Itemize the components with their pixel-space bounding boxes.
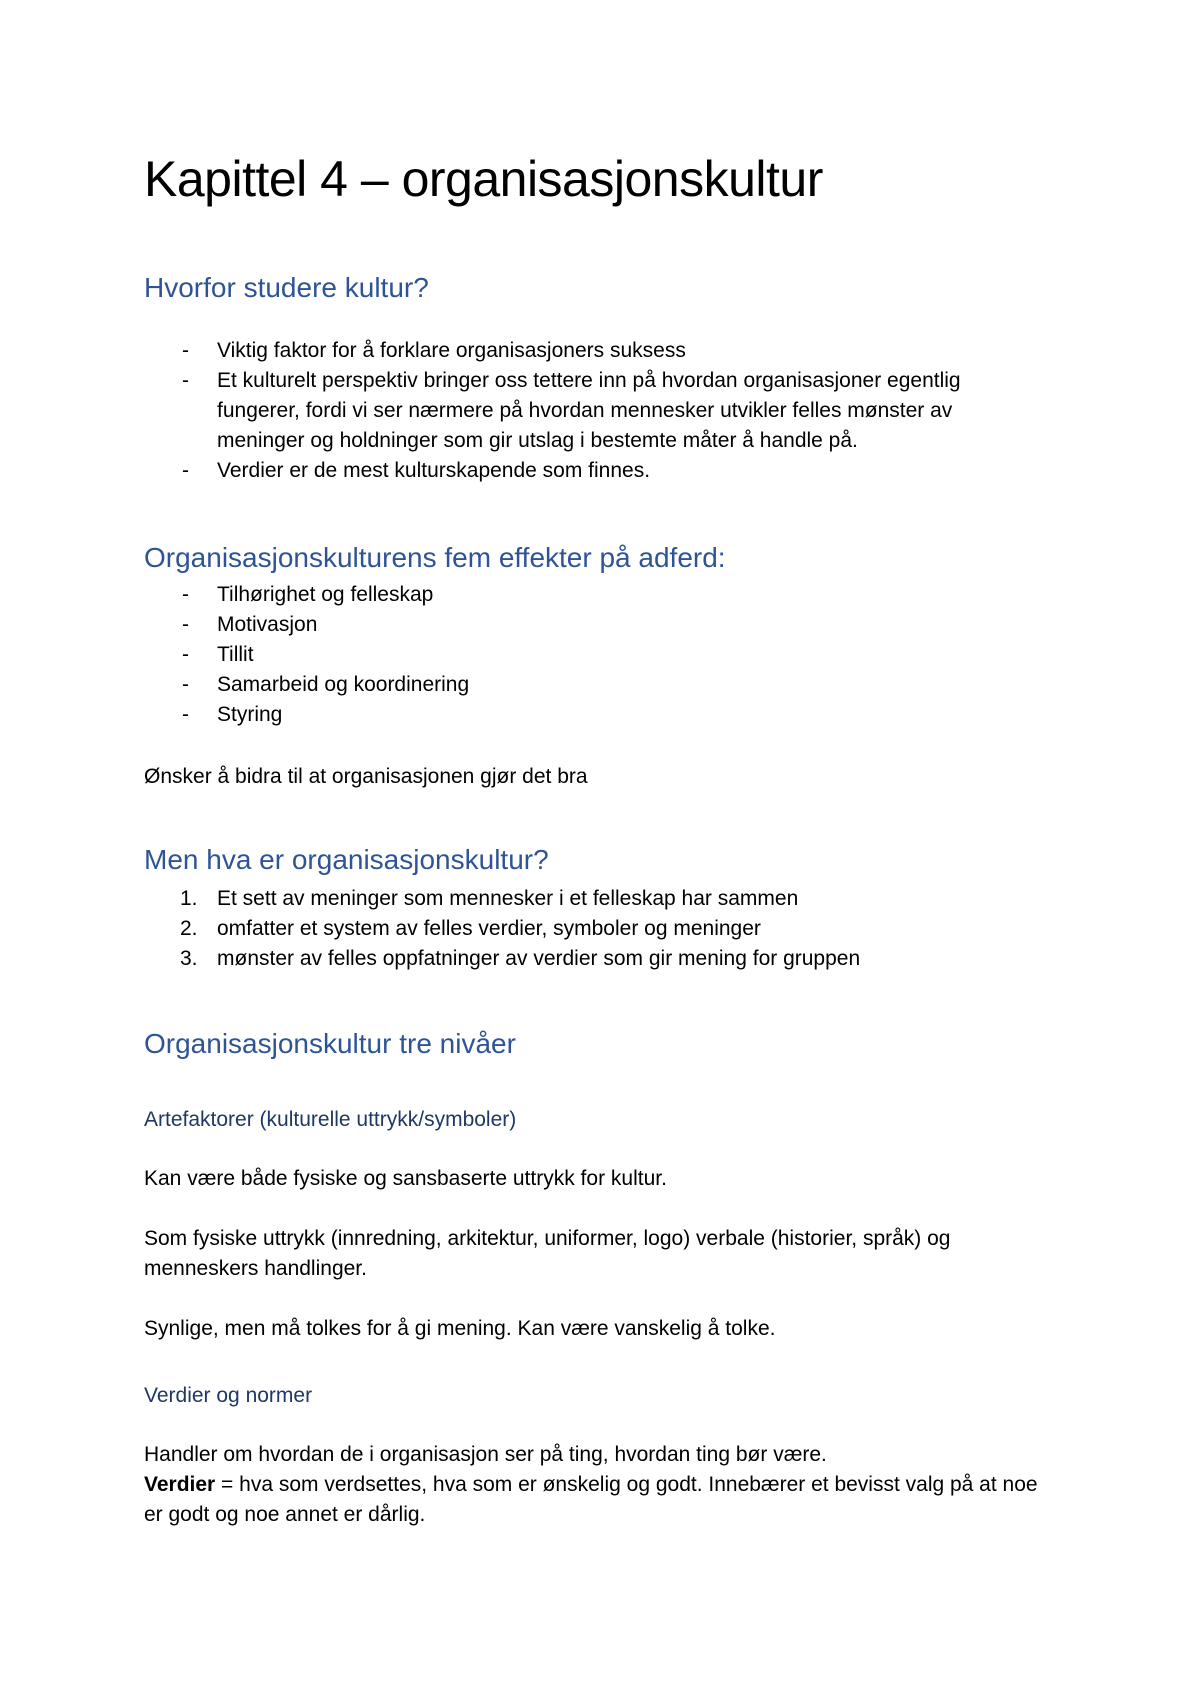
heading-what: Men hva er organisasjonskultur? [144,844,549,875]
subheading-values: Verdier og normer [144,1384,313,1407]
list-item: - Samarbeid og koordinering [182,673,470,696]
page-title: Kapittel 4 – organisasjonskultur [144,151,823,207]
artifacts-paragraph-2: Som fysiske uttrykk (innredning, arkitektur, uniformer, logo) verbale (historier, språk) og menneskers handlinger. [144,1227,951,1280]
why-list [144,336,1044,486]
heading-effects: Organisasjonskulturens fem effekter på adferd: [144,542,726,573]
subheading-artifacts: Artefaktorer (kulturelle uttrykk/symboler) [144,1108,517,1131]
artifacts-paragraph-3: Synlige, men må tolkes for å gi mening. Kan være vanskelig å tolke. [144,1317,776,1340]
list-item: - Motivasjon [182,613,318,636]
artifacts-paragraph-1: Kan være både fysiske og sansbaserte uttrykk for kultur. [144,1167,667,1190]
list-item: 1. Et sett av meninger som mennesker i et felleskap har sammen [180,887,799,910]
heading-why: Hvorfor studere kultur? [144,272,429,303]
effects-note: Ønsker å bidra til at organisasjonen gjør det bra [144,765,588,788]
list-item: - Verdier er de mest kulturskapende som finnes. [182,459,651,482]
what-list [144,884,1044,974]
values-term: Verdier [144,1473,216,1496]
heading-levels: Organisasjonskultur tre nivåer [144,1028,516,1059]
list-item: - Styring [182,703,283,726]
list-item: - Et kulturelt perspektiv bringer oss tettere inn på hvordan organisasjoner egentlig fungerer, fordi vi ser nærmere på hvordan mennesker utvikler felles mønster av meninger og holdninger som gir utslag i bestemte måter å handle på. [182,369,961,452]
list-item: - Tillit [182,643,254,666]
values-paragraph-2: Verdier = hva som verdsettes, hva som er ønskelig og godt. Innebærer et bevisst valg på at noe er godt og noe annet er dårlig. [144,1473,1038,1526]
list-item: - Viktig faktor for å forklare organisasjoners suksess [182,339,686,362]
list-item: 2. omfatter et system av felles verdier, symboler og meninger [180,917,761,940]
list-item: 3. mønster av felles oppfatninger av verdier som gir mening for gruppen [180,947,861,970]
list-item: - Tilhørighet og felleskap [182,583,434,606]
effects-list [144,580,1044,730]
values-paragraph-1: Handler om hvordan de i organisasjon ser på ting, hvordan ting bør være. [144,1443,827,1466]
